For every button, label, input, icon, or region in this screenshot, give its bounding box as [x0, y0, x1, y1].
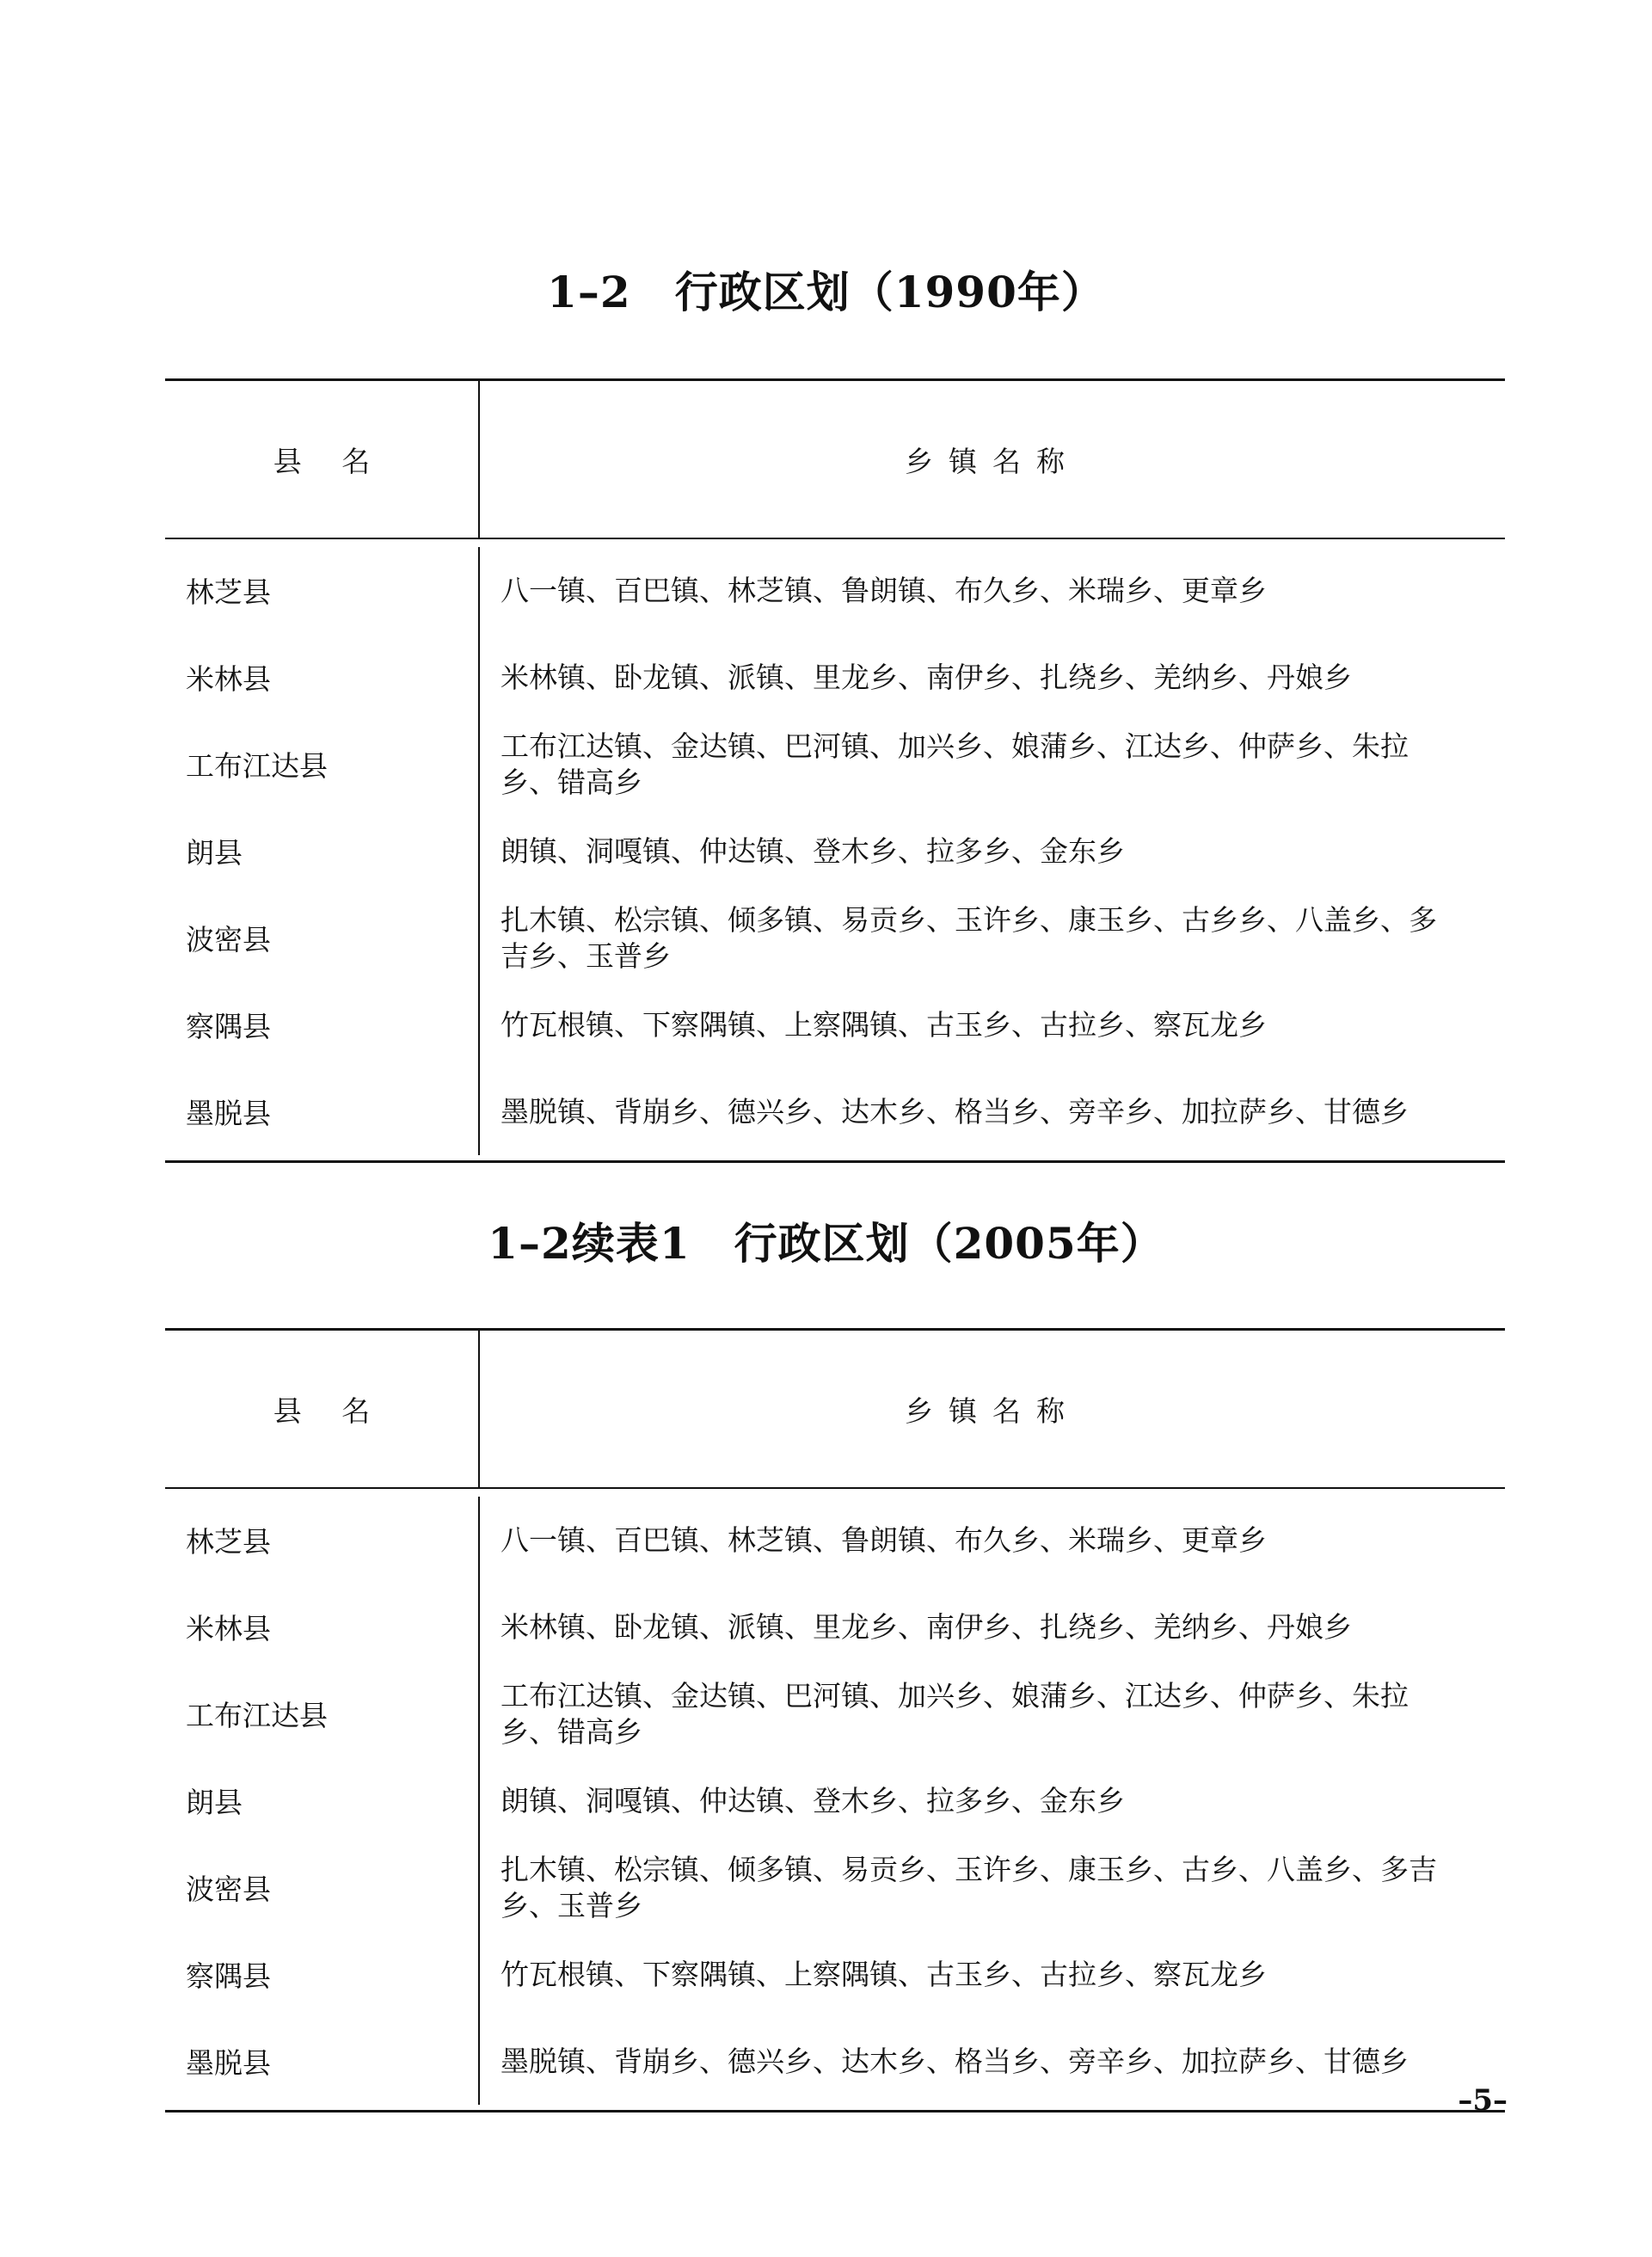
table-row: [165, 547, 1505, 634]
table-row: [165, 1931, 1505, 2018]
county-cell: 朗县: [165, 1757, 480, 1844]
table-row: [165, 895, 1505, 981]
table-row: [165, 1670, 1505, 1757]
page-number: –5–: [1458, 2083, 1508, 2118]
table-2005: [165, 1328, 1505, 2112]
county-cell: 墨脱县: [165, 2018, 480, 2105]
towns-cell: 竹瓦根镇、下察隅镇、上察隅镇、古玉乡、古拉乡、察瓦龙乡: [501, 1007, 1267, 1042]
county-cell: 波密县: [165, 895, 480, 981]
table-1990: [165, 378, 1505, 1163]
table-2-title: 1–2续表1 行政区划（2005年）: [488, 1218, 1164, 1269]
towns-cell: 工布江达镇、金达镇、巴河镇、加兴乡、娘蒲乡、江达乡、仲萨乡、朱拉乡、错高乡: [501, 1678, 1409, 1749]
table-row: [165, 1497, 1505, 1584]
county-cell: 朗县: [165, 808, 480, 895]
table-header: [165, 381, 1505, 539]
header-towns: 乡镇名称: [905, 1393, 1080, 1428]
county-cell: 米林县: [165, 1584, 480, 1670]
towns-cell: 竹瓦根镇、下察隅镇、上察隅镇、古玉乡、古拉乡、察瓦龙乡: [501, 1957, 1267, 1991]
table-row: [165, 2018, 1505, 2105]
header-towns: 乡镇名称: [905, 444, 1080, 478]
county-cell: 林芝县: [165, 547, 480, 634]
county-cell: 察隅县: [165, 981, 480, 1068]
towns-cell: 米林镇、卧龙镇、派镇、里龙乡、南伊乡、扎绕乡、羌纳乡、丹娘乡: [501, 1609, 1352, 1644]
table-row: [165, 1068, 1505, 1155]
county-cell: 林芝县: [165, 1497, 480, 1584]
towns-cell: 米林镇、卧龙镇、派镇、里龙乡、南伊乡、扎绕乡、羌纳乡、丹娘乡: [501, 660, 1352, 694]
towns-cell: 朗镇、洞嘎镇、仲达镇、登木乡、拉多乡、金东乡: [501, 833, 1125, 868]
table-row: [165, 981, 1505, 1068]
towns-cell: 朗镇、洞嘎镇、仲达镇、登木乡、拉多乡、金东乡: [501, 1783, 1125, 1817]
towns-cell: 扎木镇、松宗镇、倾多镇、易贡乡、玉许乡、康玉乡、古乡、八盖乡、多吉乡、玉普乡: [501, 1852, 1437, 1922]
county-cell: 米林县: [165, 634, 480, 721]
towns-cell: 墨脱镇、背崩乡、德兴乡、达木乡、格当乡、旁辛乡、加拉萨乡、甘德乡: [501, 1094, 1409, 1128]
towns-cell: 工布江达镇、金达镇、巴河镇、加兴乡、娘蒲乡、江达乡、仲萨乡、朱拉乡、错高乡: [501, 729, 1409, 799]
towns-cell: 八一镇、百巴镇、林芝镇、鲁朗镇、布久乡、米瑞乡、更章乡: [501, 573, 1267, 607]
table-row: [165, 1757, 1505, 1844]
table-row: [165, 1844, 1505, 1931]
county-cell: 波密县: [165, 1844, 480, 1931]
county-cell: 墨脱县: [165, 1068, 480, 1155]
header-county: 县 名: [165, 1331, 480, 1487]
table-header: [165, 1331, 1505, 1489]
towns-cell: 扎木镇、松宗镇、倾多镇、易贡乡、玉许乡、康玉乡、古乡乡、八盖乡、多吉乡、玉普乡: [501, 902, 1437, 973]
table-row: [165, 721, 1505, 808]
towns-cell: 八一镇、百巴镇、林芝镇、鲁朗镇、布久乡、米瑞乡、更章乡: [501, 1522, 1267, 1557]
header-county: 县 名: [165, 381, 480, 538]
table-row: [165, 1584, 1505, 1670]
county-cell: 工布江达县: [165, 1670, 480, 1757]
table-row: [165, 808, 1505, 895]
county-cell: 察隅县: [165, 1931, 480, 2018]
table-row: [165, 634, 1505, 721]
table-1-title: 1–2 行政区划（1990年）: [547, 267, 1105, 317]
towns-cell: 墨脱镇、背崩乡、德兴乡、达木乡、格当乡、旁辛乡、加拉萨乡、甘德乡: [501, 2044, 1409, 2078]
county-cell: 工布江达县: [165, 721, 480, 808]
